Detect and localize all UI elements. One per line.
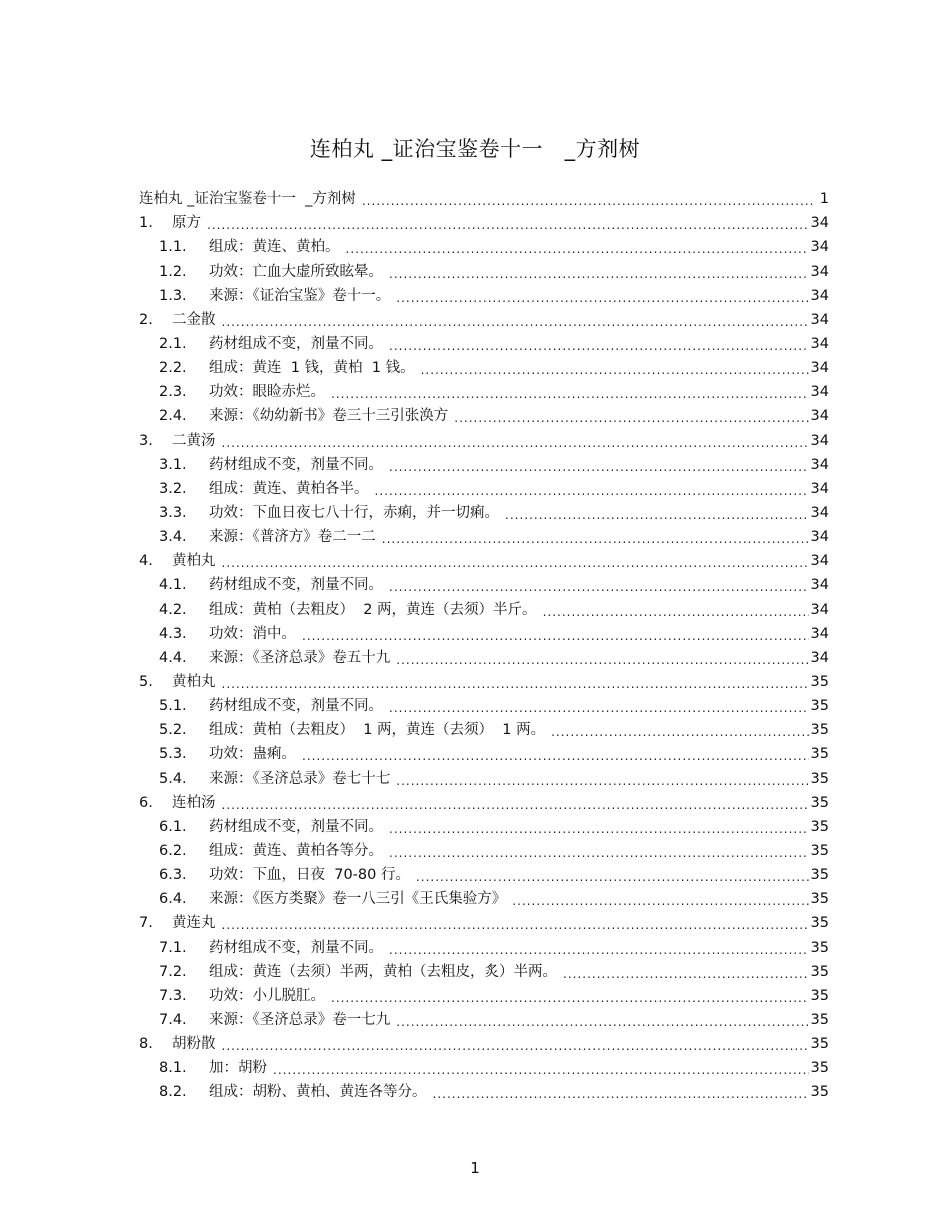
toc-entry-number: 6.	[139, 794, 153, 811]
toc-entry-number: 4.	[139, 553, 153, 570]
toc-entry-number: 4.1.	[159, 577, 187, 594]
toc-entry-number: 7.3.	[159, 987, 187, 1004]
toc-entry[interactable]	[139, 184, 829, 208]
toc-entry-page: 35	[810, 1036, 829, 1053]
toc-entry-page: 34	[810, 287, 829, 304]
toc-entry-page: 34	[810, 529, 829, 546]
toc-entry-number: 3.	[139, 432, 153, 449]
toc-entry[interactable]	[139, 860, 829, 884]
toc-entry-text: 二黄汤	[172, 432, 216, 449]
toc-entry-text: 功效：下血，日夜 70-80 行。	[209, 867, 410, 884]
toc-entry-text: 药材组成不变，剂量不同。	[209, 818, 383, 835]
toc-entry-text: 功效：消中。	[209, 625, 296, 642]
toc-entry-text: 来源：《圣济总录》卷七十七	[209, 770, 391, 787]
toc-entry-page: 35	[810, 1011, 829, 1028]
toc-leader-dots	[207, 218, 809, 232]
toc-entry-page: 35	[810, 794, 829, 811]
toc-entry-page: 34	[810, 504, 829, 521]
toc-entry[interactable]	[139, 691, 829, 715]
toc-entry[interactable]	[139, 957, 829, 981]
toc-entry-text: 黄连丸	[172, 915, 216, 932]
toc-leader-dots	[389, 460, 809, 474]
toc-entry[interactable]	[139, 643, 829, 667]
toc-entry-text: 来源：《证治宝鉴》卷十一。	[209, 287, 391, 304]
toc-entry[interactable]	[139, 715, 829, 739]
toc-entry-text: 加：胡粉	[209, 1060, 267, 1077]
toc-entry-text: 黄柏丸	[172, 553, 216, 570]
toc-leader-dots	[421, 363, 809, 377]
toc-entry-page: 34	[810, 311, 829, 328]
toc-entry-number: 5.2.	[159, 722, 187, 739]
toc-entry-text: 来源：《普济方》卷二一二	[209, 529, 376, 546]
toc-entry-text: 功效：下血日夜七八十行，赤痢，并一切痢。	[209, 504, 499, 521]
toc-entry-number: 6.1.	[159, 818, 187, 835]
toc-entry-text: 药材组成不变，剂量不同。	[209, 698, 383, 715]
toc-entry-page: 34	[810, 553, 829, 570]
toc-entry[interactable]	[139, 884, 829, 908]
toc-entry-number: 4.2.	[159, 601, 187, 618]
toc-leader-dots	[416, 870, 809, 884]
toc-entry-page: 34	[810, 263, 829, 280]
toc-entry-text: 功效：亡血大虚所致眩晕。	[209, 263, 383, 280]
toc-entry-text: 药材组成不变，剂量不同。	[209, 577, 383, 594]
toc-leader-dots	[389, 943, 809, 957]
toc-leader-dots	[273, 1063, 809, 1077]
toc-leader-dots	[396, 774, 808, 788]
toc-leader-dots	[389, 580, 809, 594]
toc-entry-page: 34	[810, 480, 829, 497]
toc-leader-dots	[302, 629, 809, 643]
toc-entry-page: 35	[810, 698, 829, 715]
toc-entry-number: 6.2.	[159, 842, 187, 859]
toc-entry[interactable]	[139, 594, 829, 618]
toc-entry-page: 34	[810, 577, 829, 594]
page-title: 连柏丸 _证治宝鉴卷十一 _方剂树	[309, 137, 641, 161]
toc-leader-dots	[346, 242, 809, 256]
toc-entry-number: 4.3.	[159, 625, 187, 642]
toc-entry-number: 2.4.	[159, 408, 187, 425]
toc-entry-number: 5.3.	[159, 746, 187, 763]
toc-entry-text: 组成：黄柏（去粗皮） 1 两，黄连（去须） 1 两。	[209, 722, 546, 739]
toc-entry-page: 35	[810, 939, 829, 956]
toc-entry-number: 1.3.	[159, 287, 187, 304]
toc-entry-page: 35	[810, 915, 829, 932]
toc-entry-text: 连柏汤	[172, 794, 216, 811]
toc-entry-text: 来源：《圣济总录》卷一七九	[209, 1011, 391, 1028]
toc-entry-text: 来源：《幼幼新书》卷三十三引张涣方	[209, 408, 449, 425]
toc-entry-text: 来源：《圣济总录》卷五十九	[209, 649, 391, 666]
toc-entry[interactable]	[139, 908, 829, 932]
toc-entry[interactable]	[139, 522, 829, 546]
toc-entry-text: 连柏丸 _证治宝鉴卷十一 _方剂树	[139, 191, 356, 208]
toc-entry[interactable]	[139, 425, 829, 449]
toc-entry-text: 功效：蛊痢。	[209, 746, 296, 763]
toc-entry[interactable]	[139, 836, 829, 860]
toc-entry-number: 6.4.	[159, 891, 187, 908]
toc-entry-page: 34	[810, 239, 829, 256]
toc-entry[interactable]	[139, 232, 829, 256]
toc-entry[interactable]	[139, 1005, 829, 1029]
toc-entry-text: 来源：《医方类聚》卷一八三引《王氏集验方》	[209, 891, 507, 908]
toc-entry-number: 7.4.	[159, 1011, 187, 1028]
toc-entry-page: 34	[810, 432, 829, 449]
toc-entry-number: 2.2.	[159, 360, 187, 377]
toc-entry-number: 3.4.	[159, 529, 187, 546]
toc-entry-text: 原方	[172, 215, 201, 232]
toc-leader-dots	[396, 1015, 808, 1029]
toc-entry[interactable]	[139, 353, 829, 377]
toc-entry-number: 3.2.	[159, 480, 187, 497]
toc-entry[interactable]	[139, 498, 829, 522]
toc-entry-page: 34	[810, 625, 829, 642]
toc-entry[interactable]	[139, 619, 829, 643]
toc-entry-text: 功效：小儿脱肛。	[209, 987, 325, 1004]
toc-entry-page: 34	[810, 384, 829, 401]
toc-entry-page: 35	[810, 1084, 829, 1101]
toc-entry-number: 5.4.	[159, 770, 187, 787]
toc-leader-dots	[454, 411, 808, 425]
toc-entry-page: 35	[810, 818, 829, 835]
toc-entry[interactable]	[139, 932, 829, 956]
toc-entry-number: 5.	[139, 673, 153, 690]
toc-entry-page: 34	[810, 456, 829, 473]
toc-leader-dots	[505, 508, 809, 522]
page-number: 1	[470, 1159, 480, 1177]
toc-entry-page: 1	[819, 191, 829, 208]
toc-entry[interactable]	[139, 208, 829, 232]
toc-entry-page: 34	[810, 649, 829, 666]
toc-entry-number: 1.	[139, 215, 153, 232]
toc-entry-page: 34	[810, 335, 829, 352]
toc-entry[interactable]	[139, 667, 829, 691]
toc-entry-number: 5.1.	[159, 698, 187, 715]
toc-entry[interactable]	[139, 305, 829, 329]
toc-leader-dots	[396, 653, 808, 667]
toc-entry-number: 7.1.	[159, 939, 187, 956]
toc-leader-dots	[222, 436, 809, 450]
toc-leader-dots	[222, 918, 809, 932]
toc-entry-page: 35	[810, 891, 829, 908]
toc-entry[interactable]	[139, 450, 829, 474]
toc-leader-dots	[389, 822, 809, 836]
toc-entry-page: 34	[810, 215, 829, 232]
toc-entry-number: 1.2.	[159, 263, 187, 280]
toc-leader-dots	[222, 677, 809, 691]
toc-leader-dots	[512, 894, 808, 908]
toc-leader-dots	[375, 484, 809, 498]
toc-leader-dots	[433, 1087, 809, 1101]
toc-entry-number: 8.1.	[159, 1060, 187, 1077]
toc-entry-page: 34	[810, 408, 829, 425]
toc-entry[interactable]	[139, 981, 829, 1005]
toc-entry[interactable]	[139, 788, 829, 812]
toc-entry-number: 1.1.	[159, 239, 187, 256]
toc-entry-text: 二金散	[172, 311, 216, 328]
toc-entry[interactable]	[139, 401, 829, 425]
toc-entry-text: 组成：黄连 1 钱，黄柏 1 钱。	[209, 360, 415, 377]
toc-entry[interactable]	[139, 570, 829, 594]
toc-leader-dots	[389, 701, 809, 715]
toc-entry-page: 35	[810, 1060, 829, 1077]
toc-entry-number: 7.2.	[159, 963, 187, 980]
toc-leader-dots	[389, 846, 809, 860]
toc-entry-number: 4.4.	[159, 649, 187, 666]
toc-leader-dots	[222, 1039, 809, 1053]
toc-leader-dots	[331, 991, 809, 1005]
table-of-contents	[139, 184, 829, 1101]
toc-entry-text: 组成：黄连、黄柏各半。	[209, 480, 369, 497]
toc-entry-number: 8.2.	[159, 1084, 187, 1101]
toc-leader-dots	[362, 194, 815, 208]
toc-entry[interactable]	[139, 474, 829, 498]
toc-entry-text: 组成：黄连（去须）半两，黄柏（去粗皮，炙）半两。	[209, 963, 557, 980]
toc-entry[interactable]	[139, 329, 829, 353]
toc-entry[interactable]	[139, 812, 829, 836]
toc-entry-text: 胡粉散	[172, 1036, 216, 1053]
toc-leader-dots	[389, 267, 809, 281]
toc-entry-text: 药材组成不变，剂量不同。	[209, 456, 383, 473]
toc-entry[interactable]	[139, 377, 829, 401]
toc-entry-page: 35	[810, 963, 829, 980]
toc-entry-page: 35	[810, 722, 829, 739]
toc-entry-number: 3.1.	[159, 456, 187, 473]
toc-entry[interactable]	[139, 281, 829, 305]
toc-entry[interactable]	[139, 739, 829, 763]
toc-entry-text: 黄柏丸	[172, 673, 216, 690]
toc-entry[interactable]	[139, 256, 829, 280]
toc-entry-page: 35	[810, 842, 829, 859]
toc-entry-number: 6.3.	[159, 867, 187, 884]
toc-leader-dots	[389, 339, 809, 353]
toc-leader-dots	[331, 387, 809, 401]
toc-entry-text: 组成：黄柏（去粗皮） 2 两，黄连（去须）半斤。	[209, 601, 537, 618]
toc-entry-page: 35	[810, 987, 829, 1004]
toc-entry[interactable]	[139, 1077, 829, 1101]
toc-entry-number: 2.	[139, 311, 153, 328]
toc-entry-number: 2.1.	[159, 335, 187, 352]
toc-entry[interactable]	[139, 763, 829, 787]
toc-entry-text: 组成：黄连、黄柏各等分。	[209, 842, 383, 859]
toc-entry[interactable]	[139, 1053, 829, 1077]
toc-entry-page: 34	[810, 360, 829, 377]
toc-entry-page: 35	[810, 673, 829, 690]
toc-entry-text: 功效：眼睑赤烂。	[209, 384, 325, 401]
toc-entry-number: 7.	[139, 915, 153, 932]
toc-leader-dots	[563, 967, 809, 981]
toc-leader-dots	[222, 556, 809, 570]
toc-leader-dots	[396, 291, 808, 305]
toc-leader-dots	[222, 798, 809, 812]
toc-entry-page: 35	[810, 867, 829, 884]
toc-entry-number: 3.3.	[159, 504, 187, 521]
toc-entry-text: 组成：胡粉、黄柏、黄连各等分。	[209, 1084, 427, 1101]
toc-leader-dots	[551, 725, 808, 739]
toc-leader-dots	[543, 605, 809, 619]
toc-entry-text: 组成：黄连、黄柏。	[209, 239, 340, 256]
toc-entry-page: 35	[810, 746, 829, 763]
toc-entry-text: 药材组成不变，剂量不同。	[209, 335, 383, 352]
toc-entry[interactable]	[139, 546, 829, 570]
toc-entry-number: 2.3.	[159, 384, 187, 401]
toc-entry-page: 34	[810, 601, 829, 618]
toc-leader-dots	[382, 532, 809, 546]
toc-entry-number: 8.	[139, 1036, 153, 1053]
toc-entry[interactable]	[139, 1029, 829, 1053]
toc-leader-dots	[222, 315, 809, 329]
toc-leader-dots	[302, 749, 809, 763]
toc-entry-text: 药材组成不变，剂量不同。	[209, 939, 383, 956]
toc-entry-page: 35	[810, 770, 829, 787]
